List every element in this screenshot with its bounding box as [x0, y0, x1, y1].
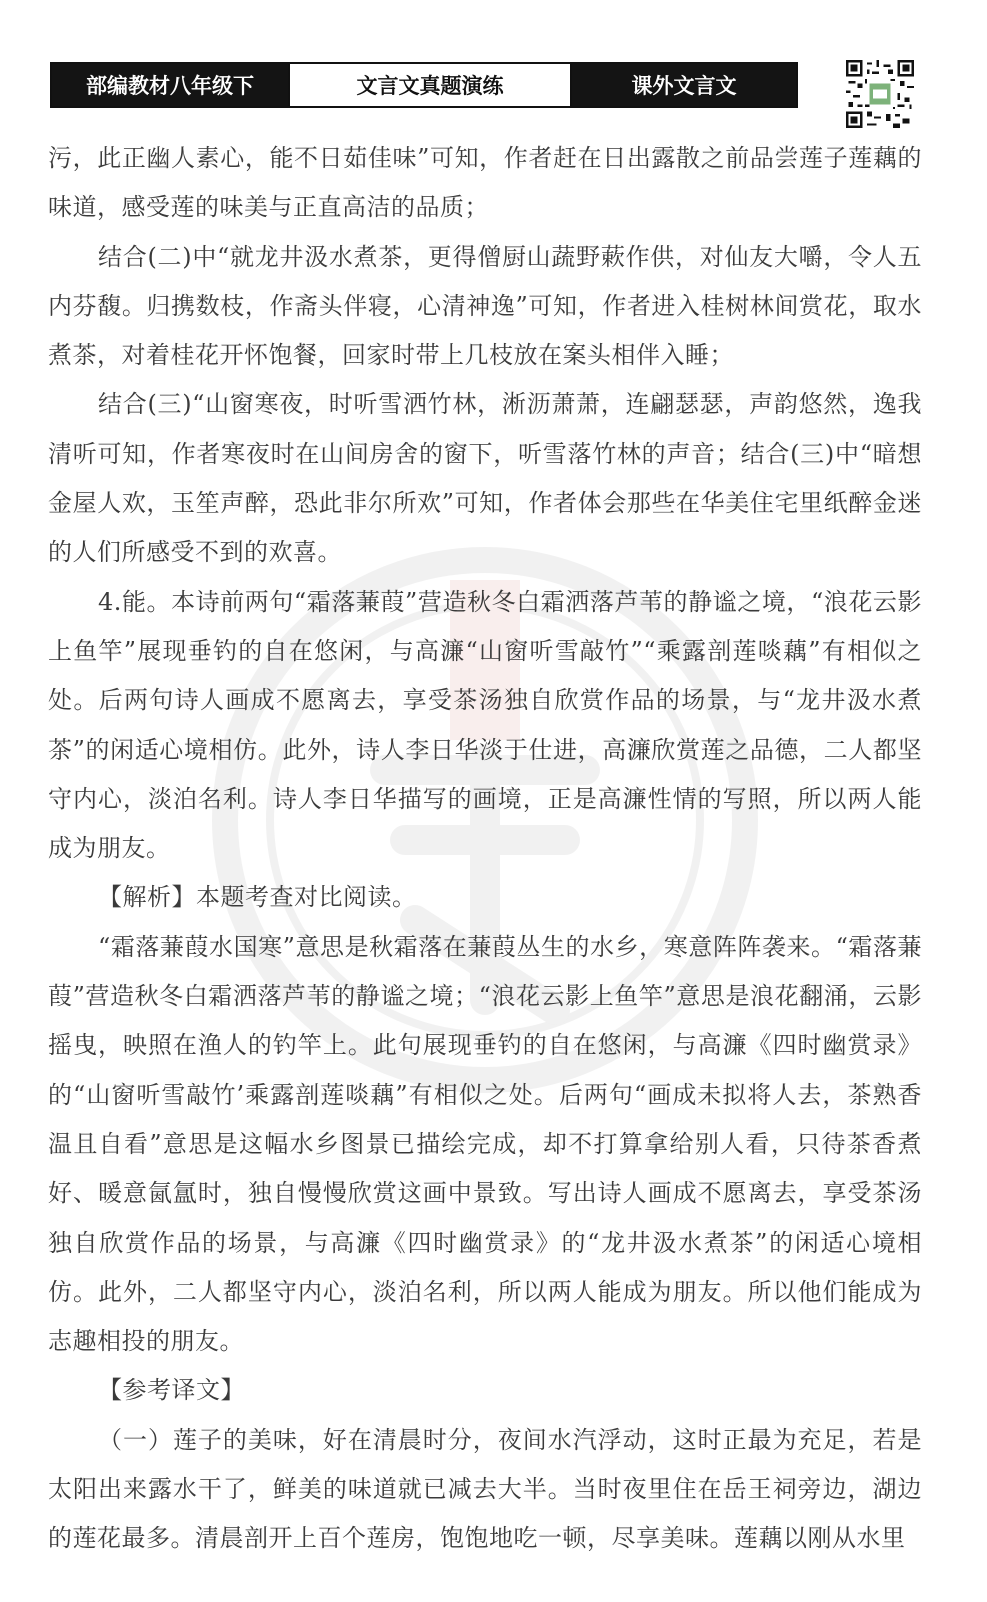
answer-content [48, 134, 922, 1564]
analysis-body: “霜落蒹葭水国寒”意思是秋霜落在蒹葭丛生的水乡，寒意阵阵袭来。“霜落蒹葭”营造秋冬白霜洒落芦苇的静谧之境；“浪花云影上鱼竿”意思是浪花翻涌，云影摇曳，映照在渔人的钓竿上。此句展现垂钓的自在悠闲，与高濂《四时幽赏录》的“山窗听雪敲竹’乘露剖莲啖藕”有相似之处。后两句“画成未拟将人去，茶熟香温且自看”意思是这幅水乡图景已描绘完成，却不打算拿给别人看，只待茶香煮好、暖意氤氲时，独自慢慢欣赏这画中景致。写出诗人画成不愿离去，享受茶汤独自欣赏作品的场景，与高濂《四时幽赏录》的“龙井汲水煮茶”的闲适心境相仿。此外，二人都坚守内心，淡泊名利，所以两人能成为朋友。所以他们能成为志趣相投的朋友。 [48, 932, 922, 1356]
header-category-label: 课外文言文 [572, 64, 796, 106]
paragraph-part-two: 结合(二)中“就龙井汲水煮茶，更得僧厨山蔬野蔌作供，对仙友大嚼，令人五内芬馥。归携数枝，作斋头伴寝，心清神逸”可知，作者进入桂树林间赏花，取水煮茶，对着桂花开怀饱餐，回家时带上几枝放在案头相伴入睡； [48, 242, 922, 370]
paragraph-continuation: 污，此正幽人素心，能不日茹佳味”可知，作者赶在日出露散之前品尝莲子莲藕的味道，感受莲的味美与正直高洁的品质； [48, 144, 922, 222]
translation-heading: 【参考译文】 [98, 1376, 245, 1405]
answer-question-4: 4.能。本诗前两句“霜落蒹葭”营造秋冬白霜洒落芦苇的静谧之境，“浪花云影上鱼竿”展现垂钓的自在悠闲，与高濂“山窗听雪敲竹”“乘露剖莲啖藕”有相似之处。后两句诗人画成不愿离去，享受茶汤独自欣赏作品的场景，与“龙井汲水煮茶”的闲适心境相仿。此外，诗人李日华淡于仕进，高濂欣赏莲之品德，二人都坚守内心，淡泊名利。诗人李日华描写的画境，正是高濂性情的写照，所以两人能成为朋友。 [48, 587, 922, 863]
translation-body: （一）莲子的美味，好在清晨时分，夜间水汽浮动，这时正最为充足，若是太阳出来露水干了，鲜美的味道就已减去大半。当时夜里住在岳王祠旁边，湖边的莲花最多。清晨剖开上百个莲房，饱饱地吃一顿，尽享美味。莲藕以刚从水里 [48, 1425, 922, 1553]
analysis-heading: 【解析】本题考查对比阅读。 [98, 883, 417, 912]
qr-code-icon [846, 60, 914, 128]
header-grade-label: 部编教材八年级下 [52, 64, 288, 106]
header-title: 文言文真题演练 [288, 64, 572, 106]
header-bar [50, 62, 798, 108]
paragraph-part-three: 结合(三)“山窗寒夜，时听雪洒竹林，淅沥萧萧，连翩瑟瑟，声韵悠然，逸我清听可知，作者寒夜时在山间房舍的窗下，听雪落竹林的声音；结合(三)中“暗想金屋人欢，玉笙声醉，恐此非尔所欢”可知，作者体会那些在华美住宅里纸醉金迷的人们所感受不到的欢喜。 [48, 390, 922, 567]
